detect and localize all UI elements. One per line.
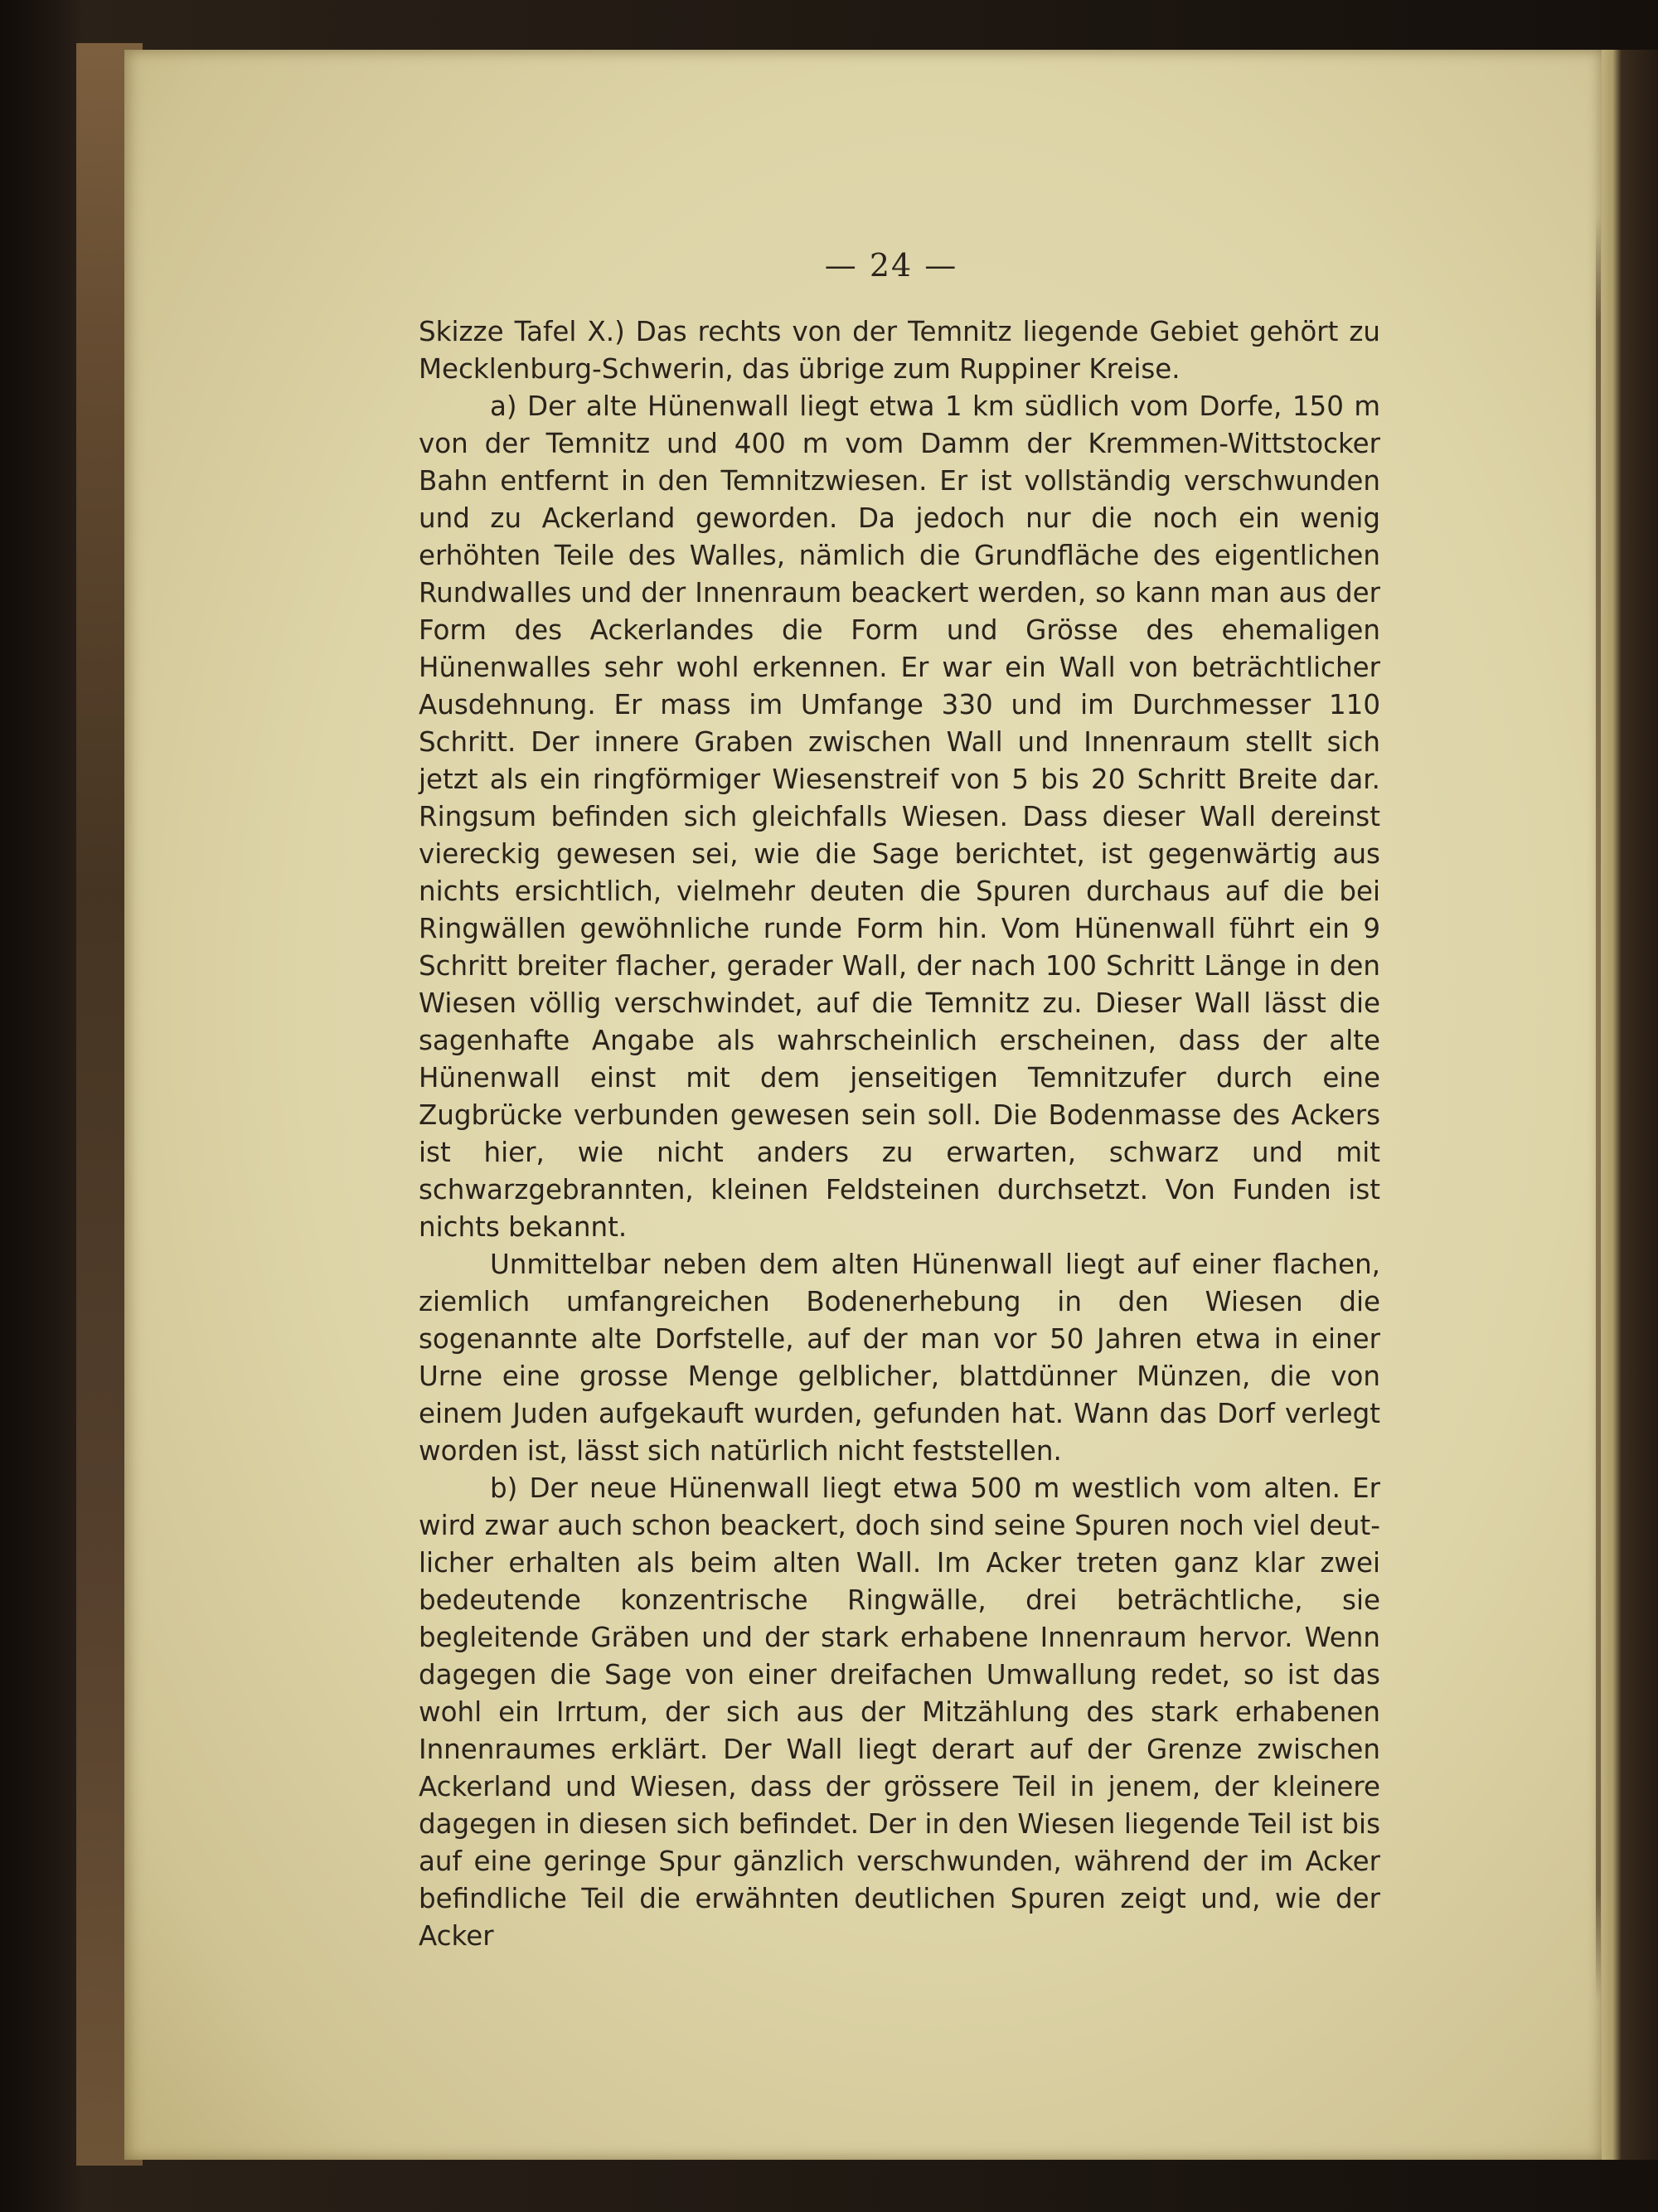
paragraph-old-village-site: Unmittelbar neben dem alten Hünenwall liegt auf einer flachen, ziemlich umfangreichen Bodenerhebung in den Wiesen die sogenannte alte Dorfstelle, auf der man vor 50 Jahren etwa in einer Urne eine grosse Menge gelblicher, blattdünner Münzen, die von einem Juden aufgekauft wurden, gefunden hat. Wann das Dorf verlegt worden ist, lässt sich natürlich nicht feststellen.	[419, 1249, 1380, 1467]
body-text	[419, 313, 1380, 1955]
paragraph-new-huenenwall: b) Der neue Hünenwall liegt etwa 500 m westlich vom alten. Er wird zwar auch schon beackert, doch sind seine Spuren noch viel deutlicher erhalten als beim alten Wall. Im Acker treten ganz klar zwei bedeutende konzentrische Ringwälle, drei beträchtliche, sie begleitende Gräben und der stark erhabene Innenraum hervor. Wenn dagegen die Sage von einer dreifachen Umwallung redet, so ist das wohl ein Irrtum, der sich aus der Mitzählung des stark erhabenen Innenraumes erklärt. Der Wall liegt derart auf der Grenze zwischen Ackerland und Wiesen, dass der grössere Teil in jenem, der kleinere dagegen in diesen sich befindet. Der in den Wiesen liegende Teil ist bis auf eine geringe Spur gänzlich verschwunden, während der im Acker befindliche Teil die erwähnten deutlichen Spuren zeigt und, wie der Acker	[419, 1472, 1380, 1952]
facing-page-edge	[1602, 50, 1658, 2160]
paragraph-old-huenenwall: a) Der alte Hünenwall liegt etwa 1 km südlich vom Dorfe, 150 m von der Temnitz und 400 m vom Damm der Kremmen-Wittstocker Bahn entfernt in den Temnitzwiesen. Er ist vollständig verschwunden und zu Ackerland geworden. Da jedoch nur die noch ein wenig erhöhten Teile des Walles, nämlich die Grundfläche des eigentlichen Rundwalles und der Innenraum beackert werden, so kann man aus der Form des Ackerlandes die Form und Grösse des ehemaligen Hünenwalles sehr wohl erkennen. Er war ein Wall von beträchtlicher Ausdehnung. Er mass im Umfange 330 und im Durchmesser 110 Schritt. Der innere Graben zwischen Wall und Innenraum stellt sich jetzt als ein ringförmiger Wiesenstreif von 5 bis 20 Schritt Breite dar. Ringsum befinden sich gleichfalls Wiesen. Dass dieser Wall dereinst viereckig gewesen sei, wie die Sage berichtet, ist gegenwärtig aus nichts ersichtlich, vielmehr deuten die Spuren durchaus auf die bei Ringwällen gewöhnliche runde Form hin. Vom Hünenwall führt ein 9 Schritt breiter flacher, gerader Wall, der nach 100 Schritt Länge in den Wiesen völlig verschwindet, auf die Temnitz zu. Dieser Wall lässt die sagenhafte Angabe als wahrscheinlich erscheinen, dass der alte Hünenwall einst mit dem jenseitigen Temnitzufer durch eine Zugbrücke verbunden gewesen sein soll. Die Bodenmasse des Ackers ist hier, wie nicht anders zu erwarten, schwarz und mit schwarzgebrannten, kleinen Feldsteinen durchsetzt. Von Funden ist nichts bekannt.	[419, 390, 1380, 1243]
binding-thread	[1596, 216, 1601, 1998]
page-number: — 24 —	[824, 247, 958, 284]
paragraph-continuation: Skizze Tafel X.) Das rechts von der Temnitz liegende Gebiet gehört zu Mecklenburg-Schwerin, das übrige zum Ruppiner Kreise.	[419, 316, 1380, 385]
